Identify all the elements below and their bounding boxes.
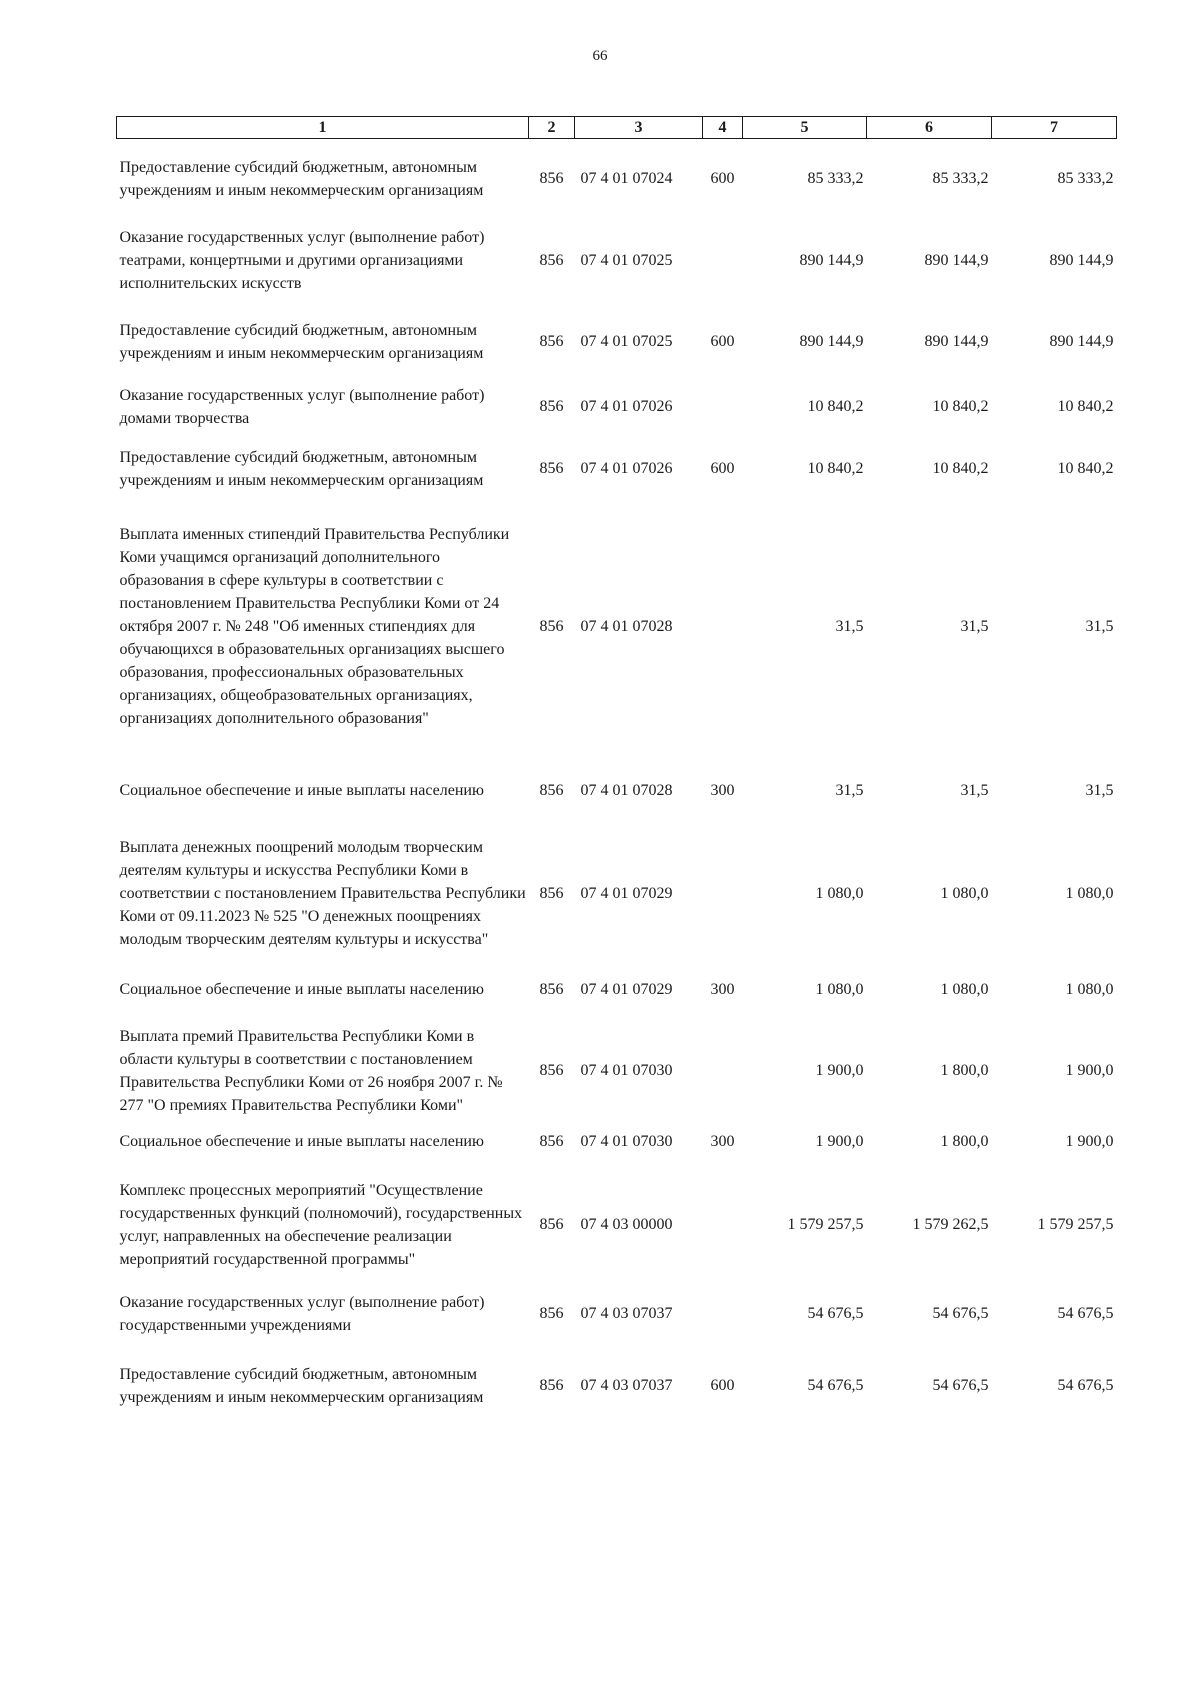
amount-col6: 10 840,2 <box>932 398 989 415</box>
target-article-code: 07 4 01 07030 <box>580 1062 673 1079</box>
grbs-code: 856 <box>539 885 564 902</box>
expense-type-code <box>703 381 743 433</box>
expense-type-code: 600 <box>710 460 735 477</box>
amount-col6: 31,5 <box>960 782 989 799</box>
item-name: Оказание государственных услуг (выполнение работ) государственными учреждениями <box>119 1293 485 1334</box>
expense-type-code: 600 <box>710 333 735 350</box>
amount-col6: 1 080,0 <box>940 981 989 998</box>
amount-col7: 54 676,5 <box>1057 1305 1114 1322</box>
expense-type-code: 300 <box>710 981 735 998</box>
expense-type-code: 300 <box>710 782 735 799</box>
grbs-code: 856 <box>539 1377 564 1394</box>
header-cell: 1 <box>117 117 529 139</box>
amount-col5: 1 900,0 <box>815 1133 864 1150</box>
amount-col5: 1 579 257,5 <box>787 1216 864 1233</box>
amount-col5: 54 676,5 <box>807 1305 864 1322</box>
item-name: Социальное обеспечение и иные выплаты населению <box>119 1133 484 1150</box>
item-name: Оказание государственных услуг (выполнение работ) театрами, концертными и другими организациями исполнительских искусств <box>119 229 485 292</box>
header-cell: 7 <box>992 117 1117 139</box>
grbs-code: 856 <box>539 1305 564 1322</box>
table-row <box>117 1345 1117 1427</box>
table-row <box>117 1283 1117 1345</box>
amount-col7: 54 676,5 <box>1057 1377 1114 1394</box>
table-row <box>117 749 1117 833</box>
header-cell: 2 <box>529 117 575 139</box>
item-name: Комплекс процессных мероприятий "Осуществление государственных функций (полномочий), государственных услуг, направленных на обеспечение реализации мероприятий государственной программы" <box>119 1181 523 1268</box>
page-number: 66 <box>592 48 608 64</box>
grbs-code: 856 <box>539 252 564 269</box>
expense-type-code: 600 <box>710 1377 735 1394</box>
table-row <box>117 1117 1117 1167</box>
target-article-code: 07 4 03 07037 <box>580 1305 673 1322</box>
amount-col5: 31,5 <box>835 782 864 799</box>
target-article-code: 07 4 03 07037 <box>580 1377 673 1394</box>
target-article-code: 07 4 01 07025 <box>580 252 673 269</box>
table-row <box>117 1167 1117 1283</box>
amount-col6: 31,5 <box>960 618 989 635</box>
expense-type-code <box>703 833 743 955</box>
item-name: Социальное обеспечение и иные выплаты населению <box>119 981 484 998</box>
target-article-code: 07 4 01 07028 <box>580 618 673 635</box>
budget-table <box>116 116 1117 1427</box>
target-article-code: 07 4 01 07028 <box>580 782 673 799</box>
amount-col7: 890 144,9 <box>1049 252 1114 269</box>
amount-col5: 1 900,0 <box>815 1062 864 1079</box>
header-cell: 6 <box>867 117 992 139</box>
table-row <box>117 219 1117 303</box>
table-row <box>117 955 1117 1025</box>
target-article-code: 07 4 01 07030 <box>580 1133 673 1150</box>
amount-col7: 1 900,0 <box>1065 1062 1114 1079</box>
amount-col5: 1 080,0 <box>815 885 864 902</box>
table-row <box>117 833 1117 955</box>
amount-col7: 10 840,2 <box>1057 460 1114 477</box>
table-row <box>117 381 1117 433</box>
target-article-code: 07 4 01 07026 <box>580 460 673 477</box>
amount-col6: 1 579 262,5 <box>912 1216 989 1233</box>
amount-col7: 1 080,0 <box>1065 885 1114 902</box>
grbs-code: 856 <box>539 782 564 799</box>
header-row <box>117 117 1117 139</box>
table-row <box>117 1025 1117 1117</box>
amount-col6: 890 144,9 <box>924 252 989 269</box>
grbs-code: 856 <box>539 1062 564 1079</box>
amount-col5: 1 080,0 <box>815 981 864 998</box>
table-row <box>117 433 1117 505</box>
target-article-code: 07 4 01 07026 <box>580 398 673 415</box>
expense-type-code: 300 <box>710 1133 735 1150</box>
grbs-code: 856 <box>539 170 564 188</box>
amount-col6: 1 800,0 <box>940 1133 989 1150</box>
table-row <box>117 139 1117 219</box>
expense-type-code <box>703 505 743 749</box>
grbs-code: 856 <box>539 1133 564 1150</box>
table-row <box>117 303 1117 381</box>
amount-col7: 1 900,0 <box>1065 1133 1114 1150</box>
header-cell: 3 <box>575 117 703 139</box>
amount-col7: 890 144,9 <box>1049 333 1114 350</box>
grbs-code: 856 <box>539 398 564 415</box>
item-name: Выплата именных стипендий Правительства Республики Коми учащимся организаций дополнительного образования в сфере культуры в соответствии с постановлением Правительства Республики Коми от 24 октября 2007 г. № 248 "Об именных стипендиях для обучающихся в образовательных организациях высшего образования, профессиональных образовательных организациях, общеобразовательных организациях, организациях дополнительного образования" <box>119 526 510 727</box>
amount-col5: 10 840,2 <box>807 398 864 415</box>
table-row <box>117 505 1117 749</box>
target-article-code: 07 4 03 00000 <box>580 1216 673 1233</box>
expense-type-code <box>703 1283 743 1345</box>
amount-col5: 890 144,9 <box>799 333 864 350</box>
expense-type-code <box>703 219 743 303</box>
header-cell: 4 <box>703 117 743 139</box>
target-article-code: 07 4 01 07025 <box>580 333 673 350</box>
amount-col6: 890 144,9 <box>924 333 989 350</box>
amount-col5: 890 144,9 <box>799 252 864 269</box>
item-name: Оказание государственных услуг (выполнение работ) домами творчества <box>119 386 485 427</box>
grbs-code: 856 <box>539 981 564 998</box>
item-name: Предоставление субсидий бюджетным, автономным учреждениям и иным некоммерческим организациям <box>119 321 484 362</box>
amount-col7: 85 333,2 <box>1057 170 1114 188</box>
target-article-code: 07 4 01 07029 <box>580 981 673 998</box>
item-name: Выплата денежных поощрений молодым творческим деятелям культуры и искусства Республики Коми в соответствии с постановлением Правительства Республики Коми от 09.11.2023 № 525 "О денежных поощрениях молодым творческим деятелям культуры и искусства" <box>119 839 526 948</box>
amount-col6: 1 800,0 <box>940 1062 989 1079</box>
amount-col6: 54 676,5 <box>932 1305 989 1322</box>
amount-col6: 1 080,0 <box>940 885 989 902</box>
amount-col6: 85 333,2 <box>932 170 989 188</box>
expense-type-code: 600 <box>710 170 735 188</box>
amount-col7: 1 579 257,5 <box>1037 1216 1114 1233</box>
item-name: Предоставление субсидий бюджетным, автономным учреждениям и иным некоммерческим организациям <box>119 448 484 489</box>
item-name: Предоставление субсидий бюджетным, автономным учреждениям и иным некоммерческим организациям <box>119 158 484 199</box>
amount-col5: 54 676,5 <box>807 1377 864 1394</box>
grbs-code: 856 <box>539 333 564 350</box>
grbs-code: 856 <box>539 460 564 477</box>
target-article-code: 07 4 01 07024 <box>580 170 673 188</box>
target-article-code: 07 4 01 07029 <box>580 885 673 902</box>
expense-type-code <box>703 1167 743 1283</box>
budget-table-container <box>116 116 1116 1427</box>
amount-col6: 10 840,2 <box>932 460 989 477</box>
grbs-code: 856 <box>539 618 564 635</box>
amount-col7: 1 080,0 <box>1065 981 1114 998</box>
amount-col6: 54 676,5 <box>932 1377 989 1394</box>
header-cell: 5 <box>743 117 867 139</box>
item-name: Социальное обеспечение и иные выплаты населению <box>119 782 484 799</box>
expense-type-code <box>703 1025 743 1117</box>
amount-col7: 10 840,2 <box>1057 398 1114 415</box>
amount-col7: 31,5 <box>1085 782 1114 799</box>
item-name: Предоставление субсидий бюджетным, автономным учреждениям и иным некоммерческим организациям <box>119 1365 484 1406</box>
amount-col5: 85 333,2 <box>807 170 864 188</box>
amount-col7: 31,5 <box>1085 618 1114 635</box>
amount-col5: 31,5 <box>835 618 864 635</box>
amount-col5: 10 840,2 <box>807 460 864 477</box>
grbs-code: 856 <box>539 1216 564 1233</box>
item-name: Выплата премий Правительства Республики Коми в области культуры в соответствии с постановлением Правительства Республики Коми от 26 ноября 2007 г. № 277 "О премиях Правительства Республики Коми" <box>119 1027 503 1114</box>
